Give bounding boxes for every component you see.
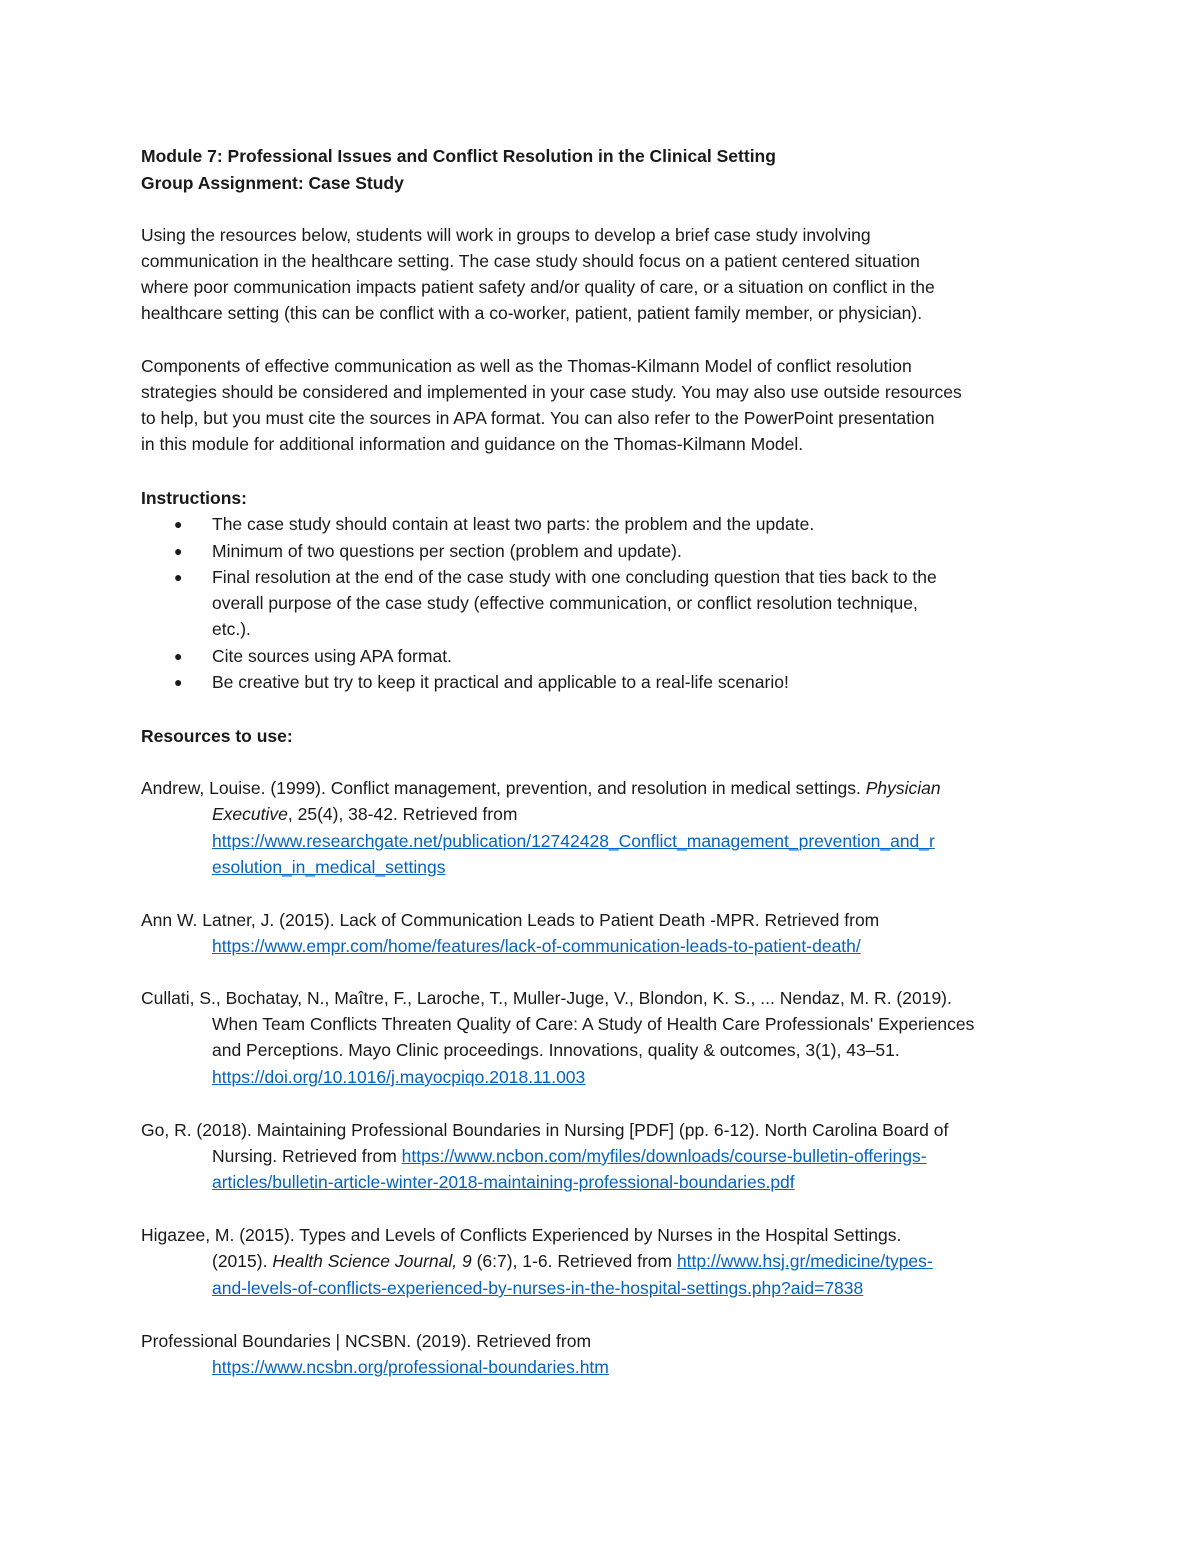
reference-3-line-1: Cullati, S., Bochatay, N., Maître, F., Laroche, T., Muller-Juge, V., Blondon, K. S., ... Nendaz, M. R. (2019). [141, 988, 952, 1008]
para1-line-2: communication in the healthcare setting. The case study should focus on a patient centered situation [141, 251, 920, 271]
bullet-icon: ● [174, 674, 183, 690]
para2-line-3: to help, but you must cite the sources in APA format. You can also refer to the PowerPoint presentation [141, 408, 935, 428]
para1-line-3: where poor communication impacts patient safety and/or quality of care, or a situation on conflict in the [141, 277, 935, 297]
reference-6-link[interactable]: https://www.ncsbn.org/professional-boundaries.htm [212, 1357, 609, 1377]
reference-5-journal: Health Science Journal, 9 [272, 1251, 472, 1271]
reference-3-line-2: When Team Conflicts Threaten Quality of Care: A Study of Health Care Professionals' Experiences [212, 1014, 975, 1034]
reference-1-journal: Physician [865, 778, 941, 798]
bullet-item-3-line-1: Final resolution at the end of the case study with one concluding question that ties back to the [212, 567, 937, 587]
reference-1-journal-cont: Executive [212, 804, 288, 824]
reference-6-line-2 [212, 1354, 609, 1380]
title-line-2: Group Assignment: Case Study [141, 173, 404, 193]
reference-1-line-1 [141, 775, 941, 801]
reference-5-line-2 [212, 1248, 933, 1274]
reference-4-link-cont[interactable]: articles/bulletin-article-winter-2018-maintaining-professional-boundaries.pdf [212, 1172, 795, 1192]
bullet-icon: ● [174, 516, 183, 532]
reference-1-line-3 [212, 828, 935, 854]
reference-2-line-2 [212, 933, 861, 959]
reference-5-link[interactable]: http://www.hsj.gr/medicine/types- [676, 1251, 933, 1271]
reference-4-link[interactable]: https://www.ncbon.com/myfiles/downloads/course-bulletin-offerings- [401, 1146, 927, 1166]
bullet-icon: ● [174, 648, 183, 664]
reference-1-line-2 [212, 801, 517, 827]
resources-heading: Resources to use: [141, 726, 293, 746]
para1-line-1: Using the resources below, students will work in groups to develop a brief case study involving [141, 225, 871, 245]
reference-1-text: Andrew, Louise. (1999). Conflict management, prevention, and resolution in medical settings. [141, 778, 866, 798]
bullet-icon: ● [174, 569, 183, 585]
reference-5-issue: (6:7), 1-6. Retrieved from [471, 1251, 677, 1271]
bullet-item-1: The case study should contain at least two parts: the problem and the update. [212, 514, 815, 534]
reference-1-link[interactable]: https://www.researchgate.net/publication/12742428_Conflict_management_prevention_and_r [212, 831, 935, 851]
bullet-item-2: Minimum of two questions per section (problem and update). [212, 541, 682, 561]
reference-5-link-cont[interactable]: and-levels-of-conflicts-experienced-by-nurses-in-the-hospital-settings.php?aid=7838 [212, 1278, 864, 1298]
bullet-item-4: Cite sources using APA format. [212, 646, 452, 666]
reference-4-line-1: Go, R. (2018). Maintaining Professional Boundaries in Nursing [PDF] (pp. 6-12). North Carolina Board of [141, 1120, 949, 1140]
reference-1-line-4 [212, 854, 445, 880]
instructions-heading: Instructions: [141, 488, 247, 508]
bullet-item-5: Be creative but try to keep it practical and applicable to a real-life scenario! [212, 672, 789, 692]
reference-2-line-1: Ann W. Latner, J. (2015). Lack of Communication Leads to Patient Death -MPR. Retrieved from [141, 910, 880, 930]
para1-line-4: healthcare setting (this can be conflict with a co-worker, patient, patient family member, or physician). [141, 303, 923, 323]
reference-5-line-3 [212, 1275, 863, 1301]
reference-3-line-3: and Perceptions. Mayo Clinic proceedings. Innovations, quality & outcomes, 3(1), 43–51. [212, 1040, 900, 1060]
reference-4-text: Nursing. Retrieved from [212, 1146, 402, 1166]
title-line-1: Module 7: Professional Issues and Conflict Resolution in the Clinical Setting [141, 146, 776, 166]
reference-4-line-3 [212, 1169, 795, 1195]
bullet-icon: ● [174, 543, 183, 559]
reference-4-line-2 [212, 1143, 927, 1169]
reference-2-link[interactable]: https://www.empr.com/home/features/lack-of-communication-leads-to-patient-death/ [212, 936, 861, 956]
bullet-item-3-line-3: etc.). [212, 619, 251, 639]
para2-line-4: in this module for additional information and guidance on the Thomas-Kilmann Model. [141, 434, 804, 454]
reference-1-link-cont[interactable]: esolution_in_medical_settings [212, 857, 446, 877]
reference-3-link[interactable]: https://doi.org/10.1016/j.mayocpiqo.2018.11.003 [212, 1067, 586, 1087]
reference-6-line-1: Professional Boundaries | NCSBN. (2019). Retrieved from [141, 1331, 592, 1351]
para2-line-1: Components of effective communication as well as the Thomas-Kilmann Model of conflict resolution [141, 356, 912, 376]
para2-line-2: strategies should be considered and implemented in your case study. You may also use outside resources [141, 382, 962, 402]
reference-1-volume: , 25(4), 38-42. Retrieved from [287, 804, 518, 824]
reference-5-year: (2015). [212, 1251, 273, 1271]
reference-5-line-1: Higazee, M. (2015). Types and Levels of Conflicts Experienced by Nurses in the Hospital Settings. [141, 1225, 902, 1245]
reference-3-line-4 [212, 1064, 585, 1090]
bullet-item-3-line-2: overall purpose of the case study (effective communication, or conflict resolution technique, [212, 593, 918, 613]
